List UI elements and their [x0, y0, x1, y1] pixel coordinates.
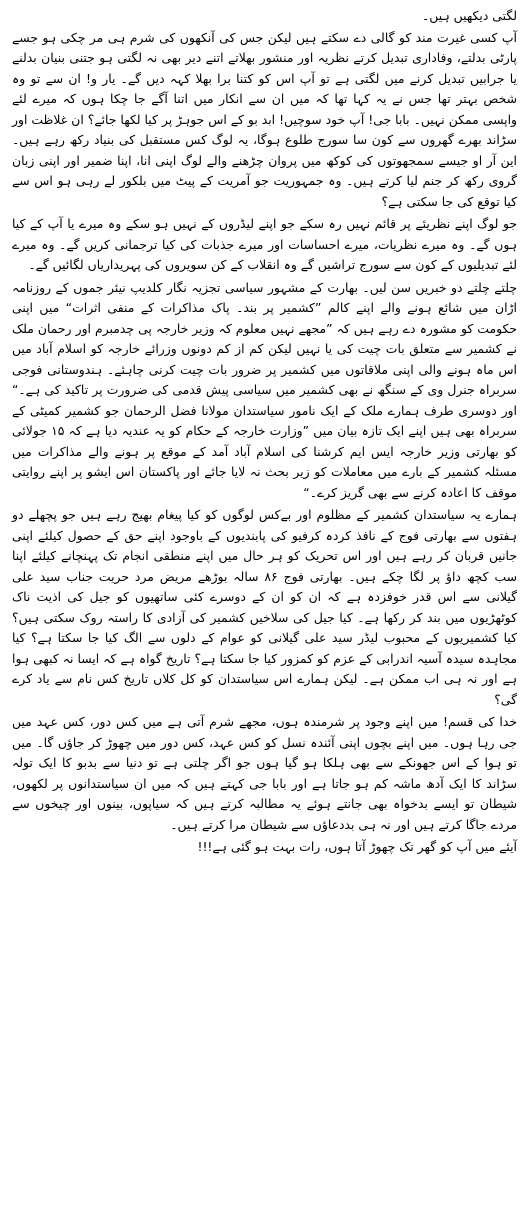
- article-paragraph: خدا کی قسم! میں اپنے وجود پر شرمندہ ہوں، مجھے شرم آتی ہے میں کس دور، کس عہد میں جی رہا ہوں۔ میں اپنے بچوں اپنی آئندہ نسل کو کس عہد، کس دور میں چھوڑ کر جاؤں گا۔ میں تو ہوا کے اس جھونکے سے بھی ہلکا ہو گیا ہوں جو اگر چلتی ہے تو دنیا سے بدبو کا ایک تولہ سڑاند کا ایک آدھ ماشہ کم ہو جاتا ہے اور بابا جی کہتے ہیں کہ میں ان سیاستدانوں پر لکھوں، شیطان تو ایسے بدخواہ بھی جانتے ہوئے یہ مطالبہ کرتے ہیں کہ سیاپوں، بینوں اور چیخوں سے مردے جاگا کرتے ہیں اور نہ ہی بددعاؤں سے شیطان مرا کرتے ہیں۔: [12, 714, 517, 832]
- article-paragraph: آپ کسی غیرت مند کو گالی دے سکتے ہیں لیکن جس کی آنکھوں کی شرم ہی مر چکی ہو جسے پارٹی بدلتے، وفاداری تبدیل کرتے نظریہ اور منشور بھلاتے اتنے دیر بھی نہ لگتی ہو جتنی بنیان بدلنے یا جرابیں تبدیل کرنے میں لگتی ہے تو آپ اس کو کتنا برا بھلا کہہ دیں گے۔ یار و! ان سے تو وہ شخص بہتر تھا جس نے یہ کہا تھا کہ میں ان سے انکار میں اتنا آگے جا چکا ہوں کہ میرے لئے واپسی ممکن نہیں۔ بابا جی! آپ خود سوچیں! ابد بو کے اس جوہڑ پر کیا لکھا جائے؟ ان غلاظت اور سڑاند بھرے گھروں سے کون سا سورج طلوع ہوگا، یہ لوگ کس مستقبل کی بنیاد رکھ رہے ہیں۔ این آر او جیسے سمجھوتوں کی کوکھ میں پروان چڑھنے والے لوگ اپنی انا، اپنا ضمیر اور اپنی زبان گروی رکھ کر جنم لیا کرتے ہیں۔ وہ جمہوریت جو آمریت کے پیٹ میں بلکور لے رہی ہو اس سے کیا توقع کی جا سکتی ہے؟: [12, 29, 517, 209]
- article-paragraph: لگتی دیکھیں ہیں۔: [422, 8, 517, 23]
- article-paragraph: جو لوگ اپنے نظریئے پر قائم نہیں رہ سکے جو اپنے لیڈروں کے نہیں ہو سکے وہ میرے یا آپ کے کیا ہوں گے۔ وہ میرے نظریات، میرے احساسات اور میرے جذبات کی کیا ترجمانی کریں گے۔ وہ میرے لئے تبدیلیوں کے کون سے سورج تراشیں گے وہ انقلاب کے کن سویروں کی پہریداریاں لگائیں گے۔: [12, 216, 517, 272]
- article-paragraph: آیئے میں آپ کو گھر تک چھوڑ آتا ہوں، رات بہت ہو گئی ہے!!!: [197, 839, 517, 854]
- article-paragraph: ہمارے یہ سیاستدان کشمیر کے مظلوم اور بےکس لوگوں کو کیا پیغام بھیج رہے ہیں جو پچھلے دو ہفتوں سے بھارتی فوج کے نافذ کردہ کرفیو کی پابندیوں کے باوجود اپنے حق کے حصول کیلئے اپنی جانیں قربان کر رہے ہیں اور اس تحریک کو ہر حال میں اپنے منطقی انجام تک پہنچانے کیلئے اپنا سب کچھ داؤ پر لگا چکے ہیں۔ بھارتی فوج ۸۶ سالہ بوڑھے مریض مرد حریت جناب سید علی گیلانی سے اس قدر خوفزدہ ہے کہ ان کو ان کے دوسرے کئی ساتھیوں کو جیل کی اذیت ناک کوٹھڑیوں میں بند کر رکھا ہے۔ کیا جیل کی سلاخیں کشمیر کی آزادی کا راستہ روک سکتی ہیں؟ کیا کشمیریوں کے محبوب لیڈر سید علی گیلانی کو عوام کے دلوں سے الگ کیا جا سکتا ہے؟ کیا مجاہدہ سیدہ آسیہ اندرابی کے عزم کو کمزور کیا جا سکتا ہے؟ تاریخ گواہ ہے کہ ایسا نہ کبھی ہوا ہے اور نہ ہی اب ممکن ہے۔ لیکن ہمارے اس سیاستدان کو کل کلاں تاریخ کس نام سے یاد کرے گی؟: [12, 507, 517, 707]
- article-paragraph: چلتے چلتے دو خبریں سن لیں۔ بھارت کے مشہور سیاسی تجزیہ نگار کلدیپ نیئر جموں کے روزنامہ اڑان میں شائع ہونے والے اپنے کالم ”کشمیر پر بند۔ پاک مذاکرات کے منفی اثرات“ میں اپنی حکومت کو مشورہ دے رہے ہیں کہ ”مجھے نہیں معلوم کہ وزیر خارجہ پی چدمبرم اور رحمان ملک نے کشمیر سے متعلق بات چیت کی یا نہیں لیکن کم از کم دونوں وزرائے خارجہ کو اسلام آباد میں اس ماہ ہونے والی اپنی ملاقاتوں میں کشمیر پر ضرور بات چیت کرنی چاہئے۔ ہندوستانی فوجی سربراہ جنرل وی کے سنگھ نے بھی کشمیر میں سیاسی پیش قدمی کی ضرورت پر تاکید کی ہے۔“ اور دوسری طرف ہمارے ملک کے ایک نامور سیاستدان مولانا فضل الرحمان جو کشمیر کمیٹی کے سربراہ بھی ہیں اپنے ایک تازہ بیان میں ”وزارت خارجہ کے حکام کو یہ عندیہ دیا ہے کہ ۱۵ جولائی کو بھارتی وزیر خارجہ ایس ایم کرشنا کی اسلام آباد آمد کے موقع پر ہونے والے مذاکرات میں مسئلہ کشمیر کے بارے میں معاملات کو زیر بحث نہ لایا جائے اور پاکستان اس ایشو پر اپنے روایتی موقف کا اعادہ کرنے سے بھی گریز کرے۔“: [12, 279, 517, 500]
